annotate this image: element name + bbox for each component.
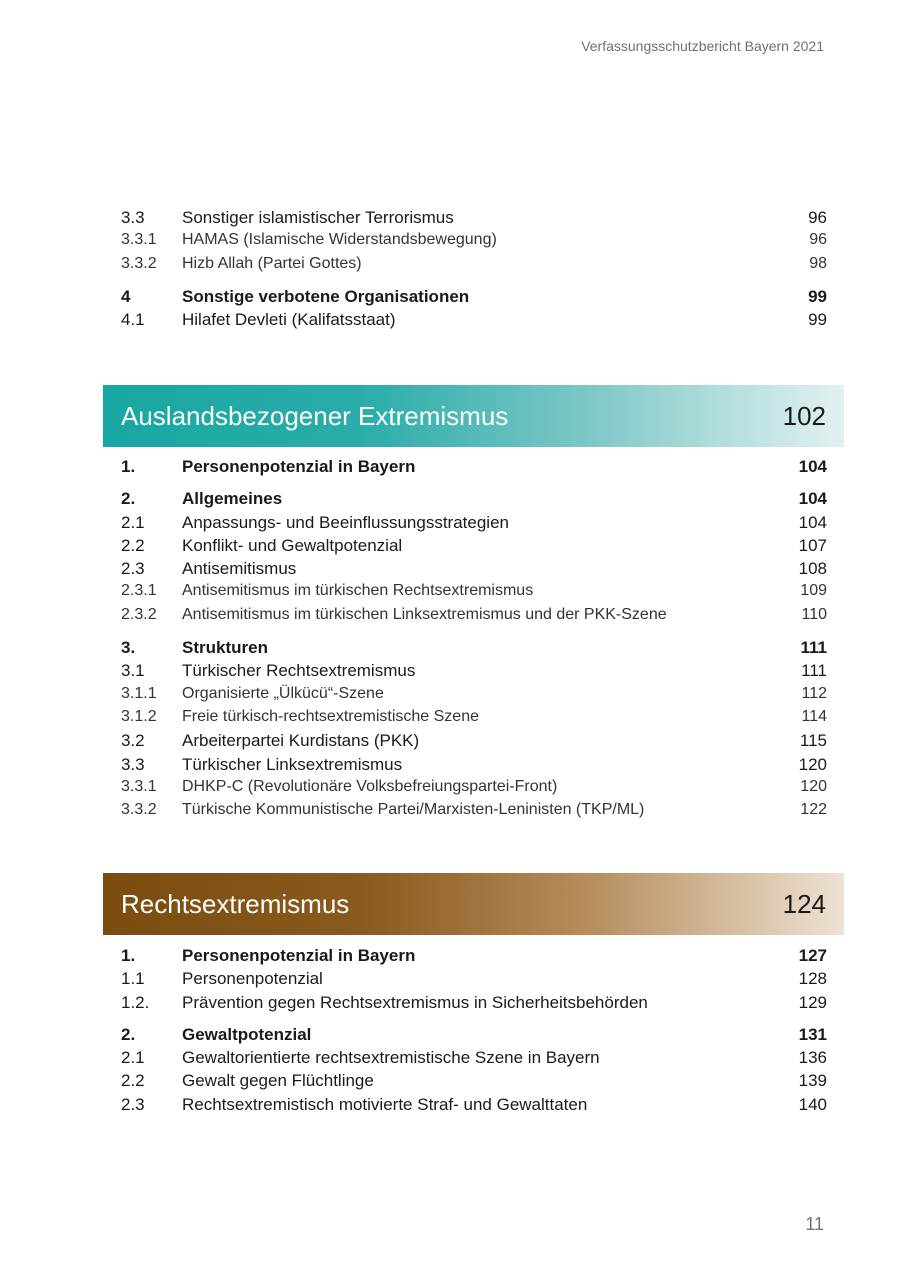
toc-entry-page: 109 <box>800 582 827 600</box>
toc-block-auslandsbezogen <box>121 457 827 824</box>
toc-entry-number: 3.1.1 <box>121 684 157 702</box>
toc-entry-number: 3.3.1 <box>121 231 157 249</box>
toc-entry[interactable] <box>121 208 827 231</box>
section-page: 124 <box>782 888 826 919</box>
toc-entry-number: 3.2 <box>121 731 145 751</box>
toc-entry[interactable] <box>121 801 827 824</box>
toc-entry-title: Antisemitismus im türkischen Linksextremismus und der PKK-Szene <box>182 605 667 623</box>
toc-entry-page: 129 <box>798 992 827 1012</box>
toc-entry-title: Prävention gegen Rechtsextremismus in Sicherheitsbehörden <box>182 992 648 1012</box>
toc-entry-number: 2.3.2 <box>121 605 157 623</box>
toc-entry-number: 2.3.1 <box>121 582 157 600</box>
toc-entry-title: Gewalt gegen Flüchtlinge <box>182 1071 374 1091</box>
section-header-rechtsextremismus[interactable] <box>103 873 844 935</box>
toc-entry-title: Rechtsextremistisch motivierte Straf- und Gewalttaten <box>182 1094 588 1114</box>
toc-entry-title: Strukturen <box>182 638 268 658</box>
toc-entry-page: 104 <box>798 489 827 509</box>
toc-entry-page: 139 <box>798 1071 827 1091</box>
toc-entry[interactable] <box>121 969 827 992</box>
toc-entry-number: 2.3 <box>121 1094 145 1114</box>
toc-entry[interactable] <box>121 606 827 629</box>
toc-entry[interactable] <box>121 513 827 536</box>
toc-entry-title: Hizb Allah (Partei Gottes) <box>182 254 362 272</box>
toc-entry[interactable] <box>121 638 827 661</box>
page-number: 11 <box>805 1214 824 1234</box>
toc-entry[interactable] <box>121 231 827 254</box>
toc-entry-number: 3.3.2 <box>121 254 157 272</box>
toc-entry-title: Organisierte „Ülkücü“-Szene <box>182 684 384 702</box>
toc-entry[interactable] <box>121 661 827 684</box>
toc-entry-page: 104 <box>798 512 827 532</box>
toc-entry-page: 96 <box>808 208 827 227</box>
toc-entry[interactable] <box>121 778 827 801</box>
toc-entry-title: Allgemeines <box>182 489 283 509</box>
toc-entry-page: 99 <box>808 310 827 330</box>
toc-entry-number: 4 <box>121 286 131 306</box>
toc-entry[interactable] <box>121 946 827 969</box>
toc-entry-page: 104 <box>798 457 827 476</box>
toc-entry-page: 99 <box>808 286 827 306</box>
toc-entry-page: 107 <box>798 535 827 555</box>
toc-entry-title: Sonstiger islamistischer Terrorismus <box>182 208 454 227</box>
toc-entry-title: Personenpotenzial in Bayern <box>182 457 416 476</box>
toc-entry-number: 3. <box>121 638 136 658</box>
toc-entry[interactable] <box>121 685 827 708</box>
toc-entry[interactable] <box>121 287 827 310</box>
toc-entry-page: 110 <box>801 605 827 623</box>
toc-entry[interactable] <box>121 457 827 480</box>
toc-entry-number: 1.1 <box>121 969 145 989</box>
toc-entry[interactable] <box>121 1025 827 1048</box>
section-title: Auslandsbezogener Extremismus <box>121 400 509 431</box>
toc-entry[interactable] <box>121 1071 827 1094</box>
toc-entry-title: Hilafet Devleti (Kalifatsstaat) <box>182 310 396 330</box>
toc-entry-page: 111 <box>801 661 827 681</box>
toc-entry-page: 127 <box>798 946 827 965</box>
toc-entry-page: 140 <box>798 1094 827 1114</box>
toc-entry-title: Personenpotenzial in Bayern <box>182 946 416 965</box>
toc-entry-number: 2.2 <box>121 535 145 555</box>
toc-entry-number: 1. <box>121 457 136 476</box>
toc-entry[interactable] <box>121 755 827 778</box>
toc-entry[interactable] <box>121 582 827 605</box>
toc-entry[interactable] <box>121 1095 827 1118</box>
toc-entry-page: 114 <box>801 707 827 725</box>
toc-entry-number: 2. <box>121 489 136 509</box>
toc-entry-title: Personenpotenzial <box>182 969 323 989</box>
toc-entry-page: 122 <box>800 801 827 819</box>
toc-entry-page: 98 <box>809 254 827 272</box>
toc-entry-number: 3.3.2 <box>121 801 157 819</box>
toc-entry-page: 111 <box>800 638 827 658</box>
toc-entry[interactable] <box>121 489 827 512</box>
toc-entry[interactable] <box>121 559 827 582</box>
toc-entry[interactable] <box>121 731 827 754</box>
toc-entry-number: 2.3 <box>121 559 145 579</box>
toc-entry-title: Türkische Kommunistische Partei/Marxisten-Leninisten (TKP/ML) <box>182 801 645 819</box>
toc-entry[interactable] <box>121 255 827 278</box>
toc-entry-page: 108 <box>798 559 827 579</box>
toc-entry-number: 2.2 <box>121 1071 145 1091</box>
toc-entry-number: 2.1 <box>121 512 145 532</box>
toc-entry-title: Gewaltpotenzial <box>182 1024 312 1044</box>
toc-entry-page: 120 <box>798 754 827 774</box>
toc-entry-number: 3.3 <box>121 754 145 774</box>
toc-block-rechtsextremismus <box>121 946 827 1118</box>
toc-entry-number: 1. <box>121 946 136 965</box>
toc-entry-page: 112 <box>801 684 827 702</box>
toc-entry-number: 3.3 <box>121 208 145 227</box>
toc-entry-title: Sonstige verbotene Organisationen <box>182 286 470 306</box>
toc-entry[interactable] <box>121 1048 827 1071</box>
toc-entry-title: Türkischer Linksextremismus <box>182 754 403 774</box>
toc-entry-title: Konflikt- und Gewaltpotenzial <box>182 535 403 555</box>
toc-entry-title: Anpassungs- und Beeinflussungsstrategien <box>182 512 509 532</box>
toc-entry-page: 131 <box>798 1024 827 1044</box>
toc-entry-title: HAMAS (Islamische Widerstandsbewegung) <box>182 231 497 249</box>
toc-entry-number: 3.1 <box>121 661 145 681</box>
toc-entry[interactable] <box>121 310 827 333</box>
toc-block-islamism <box>121 208 827 333</box>
toc-entry-page: 120 <box>800 777 827 795</box>
toc-entry-title: Arbeiterpartei Kurdistans (PKK) <box>182 731 420 751</box>
toc-entry-number: 2.1 <box>121 1048 145 1068</box>
toc-entry-page: 136 <box>798 1048 827 1068</box>
section-page: 102 <box>782 400 826 431</box>
toc-entry[interactable] <box>121 536 827 559</box>
toc-entry[interactable] <box>121 993 827 1016</box>
toc-entry-page: 96 <box>809 231 827 249</box>
toc-entry-number: 3.3.1 <box>121 777 157 795</box>
toc-entry-number: 3.1.2 <box>121 707 157 725</box>
toc-entry[interactable] <box>121 708 827 731</box>
toc-entry-title: Gewaltorientierte rechtsextremistische Szene in Bayern <box>182 1048 600 1068</box>
running-header: Verfassungsschutzbericht Bayern 2021 <box>581 38 824 54</box>
toc-entry-title: DHKP-C (Revolutionäre Volksbefreiungspartei-Front) <box>182 777 558 795</box>
toc-entry-title: Antisemitismus <box>182 559 297 579</box>
toc-entry-page: 128 <box>798 969 827 989</box>
toc-entry-title: Antisemitismus im türkischen Rechtsextremismus <box>182 582 534 600</box>
section-title: Rechtsextremismus <box>121 888 350 919</box>
toc-entry-page: 115 <box>799 731 827 751</box>
toc-entry-number: 1.2. <box>121 992 150 1012</box>
toc-entry-number: 4.1 <box>121 310 145 330</box>
toc-entry-title: Türkischer Rechtsextremismus <box>182 661 416 681</box>
toc-entry-number: 2. <box>121 1024 136 1044</box>
section-header-auslandsbezogener-extremismus[interactable] <box>103 385 844 447</box>
toc-entry-title: Freie türkisch-rechtsextremistische Szene <box>182 707 479 725</box>
